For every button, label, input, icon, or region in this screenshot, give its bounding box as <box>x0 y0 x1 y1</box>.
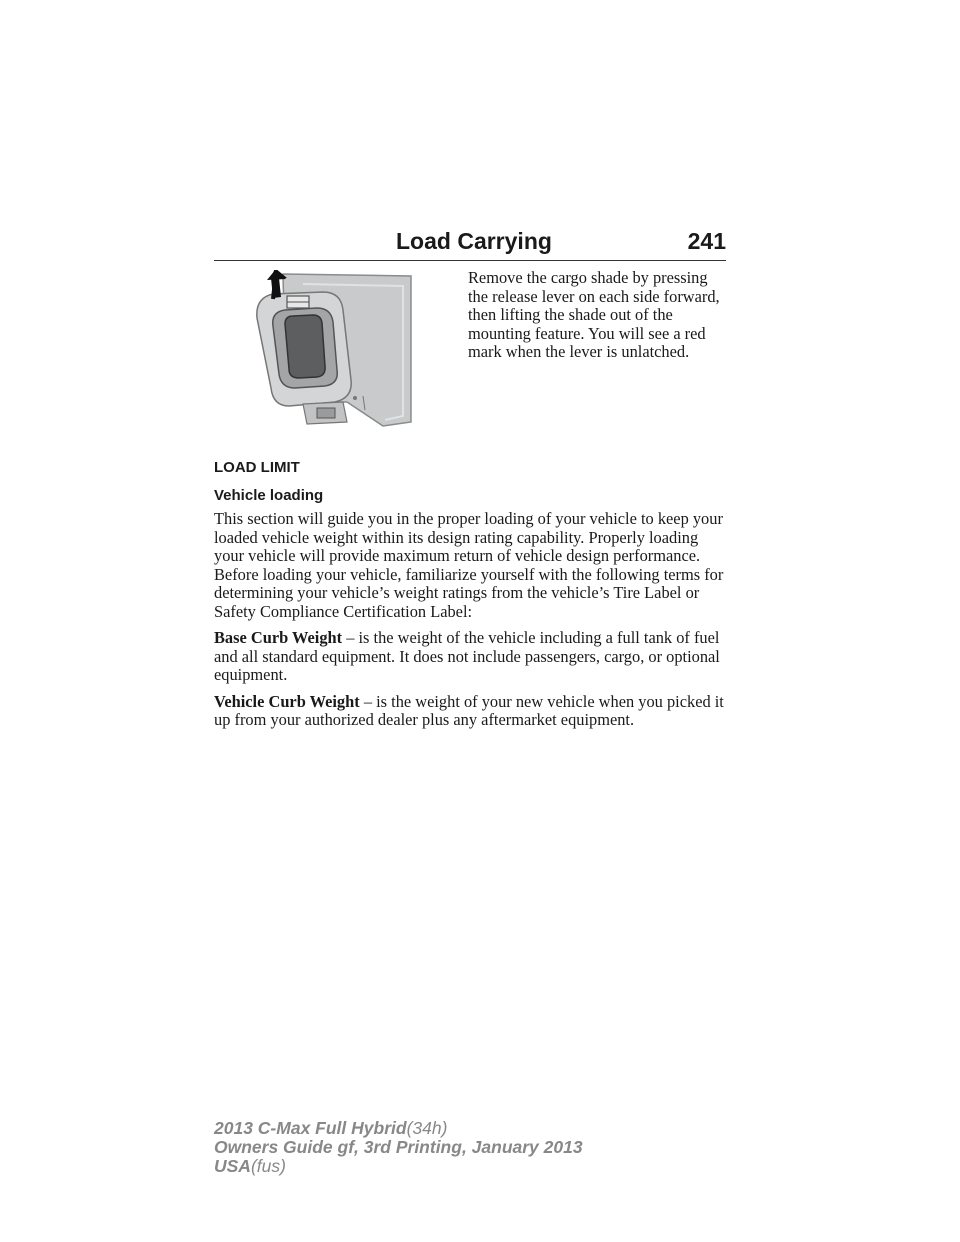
definition-base-curb-weight: – is the weight of the vehicle including a full tank of fuel and all standard equipment. It does not include passengers, cargo, or optional equipment. <box>214 628 720 684</box>
footer-market: USA <box>214 1156 251 1176</box>
footer-edition: Owners Guide gf, 3rd Printing, January 2013 <box>214 1137 583 1157</box>
footer-line <box>214 1138 734 1157</box>
page-footer <box>214 1119 734 1176</box>
cargo-shade-instructions: Remove the cargo shade by pressing the release lever on each side forward, then lifting the shade out of the mounting feature. You will see a red mark when the lever is unlatched. <box>468 268 720 361</box>
term-vehicle-curb-weight: Vehicle Curb Weight <box>214 691 360 711</box>
header-rule <box>214 260 726 261</box>
term-paragraph <box>214 629 729 685</box>
subsection-heading: Vehicle loading <box>214 487 324 504</box>
term-paragraph <box>214 693 729 730</box>
main-content <box>214 458 729 738</box>
page-number: 241 <box>687 228 726 254</box>
intro-paragraph: This section will guide you in the proper loading of your vehicle to keep your loaded vehicle weight within its design rating capability. Properly loading your vehicle will provide maximum return of vehicle design performance. Before loading your vehicle, familiarize yourself with the following terms for determining your vehicle’s weight ratings from the vehicle’s Tire Label or Safety Compliance Certification Label: <box>214 509 724 621</box>
section-title: Load Carrying <box>396 228 552 254</box>
footer-model: 2013 C-Max Full Hybrid <box>214 1118 407 1138</box>
footer-line <box>214 1119 734 1138</box>
definition-vehicle-curb-weight: – is the weight of your new vehicle when you picked it up from your authorized dealer plus any aftermarket equipment. <box>214 691 724 729</box>
term-base-curb-weight: Base Curb Weight <box>214 628 343 647</box>
cargo-shade-release-lever-icon <box>243 270 413 432</box>
cargo-shade-lever-figure <box>243 270 413 432</box>
footer-line <box>214 1157 734 1176</box>
section-heading: LOAD LIMIT <box>214 459 300 476</box>
footer-model-code: (34h) <box>406 1118 448 1138</box>
footer-market-code: (fus) <box>250 1156 286 1176</box>
